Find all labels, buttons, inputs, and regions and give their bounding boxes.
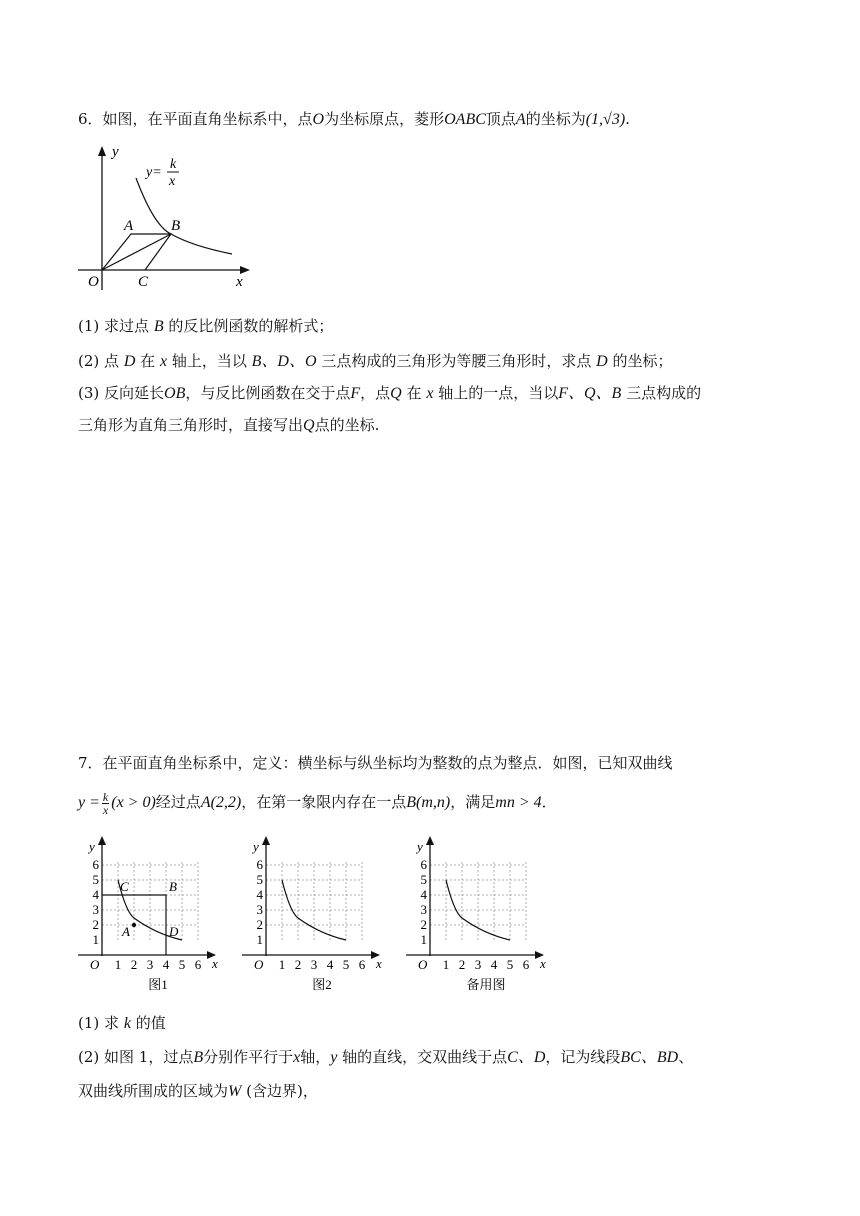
svg-text:O: O (418, 957, 428, 972)
svg-text:2: 2 (294, 957, 302, 972)
q7-stem-cont: y = $\frac{k}{x}$ (x > 0)经过点A(2,2)，在第一象限内存在一点B(m,n)，满足mn > 4． (78, 789, 557, 817)
svg-text:1: 1 (92, 932, 99, 947)
q7-figure-spare (404, 836, 554, 996)
svg-text:4: 4 (490, 957, 498, 972)
svg-text:5: 5 (420, 872, 427, 887)
svg-text:4: 4 (162, 957, 170, 972)
svg-text:2: 2 (130, 957, 138, 972)
svg-text:4: 4 (92, 887, 99, 902)
svg-text:B: B (169, 879, 177, 894)
q6-figure (74, 142, 259, 292)
q6-point-b-label: B (171, 218, 181, 234)
svg-text:5: 5 (506, 957, 514, 972)
svg-text:3: 3 (420, 902, 427, 917)
q6-x-label: x (236, 274, 243, 290)
svg-text:x: x (376, 956, 382, 971)
svg-text:1: 1 (278, 957, 286, 972)
svg-text:3: 3 (256, 902, 263, 917)
q6-origin-label: O (88, 274, 99, 290)
svg-text:1: 1 (420, 932, 427, 947)
q6-part3: (3) 反向延长OB，与反比例函数在交于点F，点Q 在 x 轴上的一点，当以F、Q、B 三点构成的 (78, 384, 702, 402)
svg-text:A: A (122, 924, 130, 939)
q6-point-c-label: C (138, 274, 149, 290)
svg-text:C: C (120, 879, 129, 894)
q7-figure-2 (240, 836, 390, 996)
svg-text:D: D (169, 924, 179, 939)
svg-text:5: 5 (342, 957, 350, 972)
svg-text:6: 6 (92, 857, 99, 872)
svg-text:5: 5 (256, 872, 263, 887)
svg-text:6: 6 (420, 857, 427, 872)
svg-text:2: 2 (458, 957, 466, 972)
svg-text:O: O (254, 957, 264, 972)
svg-text:4: 4 (256, 887, 263, 902)
q7-stem: 7．在平面直角坐标系中，定义：横坐标与纵坐标均为整数的点为整点．如图，已知双曲线 (78, 754, 673, 772)
svg-text:y: y (417, 839, 423, 854)
svg-text:3: 3 (310, 957, 318, 972)
q6-part3-cont: 三角形为直角三角形时，直接写出Q点的坐标. (78, 416, 380, 434)
svg-text:3: 3 (474, 957, 482, 972)
svg-text:3: 3 (92, 902, 99, 917)
svg-text:1: 1 (114, 957, 122, 972)
q6-part1: (1) 求过点 B 的反比例函数的解析式； (78, 317, 334, 335)
svg-text:x: x (540, 956, 546, 971)
svg-text:4: 4 (326, 957, 334, 972)
svg-text:6: 6 (256, 857, 263, 872)
svg-text:2: 2 (420, 917, 427, 932)
q6-func-num: k (170, 157, 177, 172)
svg-text:5: 5 (92, 872, 99, 887)
svg-text:1: 1 (442, 957, 450, 972)
q6-func-den: x (169, 174, 176, 189)
svg-text:6: 6 (358, 957, 366, 972)
q7-part1: (1) 求 k 的值 (78, 1014, 166, 1032)
q7-figure-spare-caption: 备用图 (466, 977, 506, 992)
q6-func-y: y= (146, 165, 162, 180)
q6-stem: 6．如图，在平面直角坐标系中，点O为坐标原点，菱形OABC顶点A的坐标为(1,√3). (78, 110, 630, 128)
svg-text:2: 2 (256, 917, 263, 932)
svg-text:y: y (253, 839, 259, 854)
svg-text:O: O (90, 957, 100, 972)
q7-part2-cont: 双曲线所围成的区域为W (含边界)， (78, 1082, 318, 1100)
q6-point-a-label: A (124, 218, 134, 234)
svg-text:3: 3 (146, 957, 154, 972)
svg-text:6: 6 (194, 957, 202, 972)
q7-figure-2-caption: 图2 (312, 977, 332, 992)
svg-text:2: 2 (92, 917, 99, 932)
svg-text:1: 1 (256, 932, 263, 947)
q7-fraction: $\frac{k}{x}$ (102, 789, 109, 817)
svg-text:6: 6 (522, 957, 530, 972)
q7-part2: (2) 如图 1，过点B分别作平行于x轴，y 轴的直线，交双曲线于点C、D，记为线段BC、BD、 (78, 1048, 694, 1066)
q7-figure-1 (76, 836, 226, 996)
q7-figure-1-caption: 图1 (148, 977, 168, 992)
svg-text:5: 5 (178, 957, 186, 972)
svg-text:4: 4 (420, 887, 427, 902)
q6-part2: (2) 点 D 在 x 轴上，当以 B、D、O 三点构成的三角形为等腰三角形时，求点 D 的坐标； (78, 352, 673, 370)
q6-y-label: y (112, 144, 119, 160)
svg-text:x: x (212, 956, 218, 971)
svg-text:y: y (89, 839, 95, 854)
